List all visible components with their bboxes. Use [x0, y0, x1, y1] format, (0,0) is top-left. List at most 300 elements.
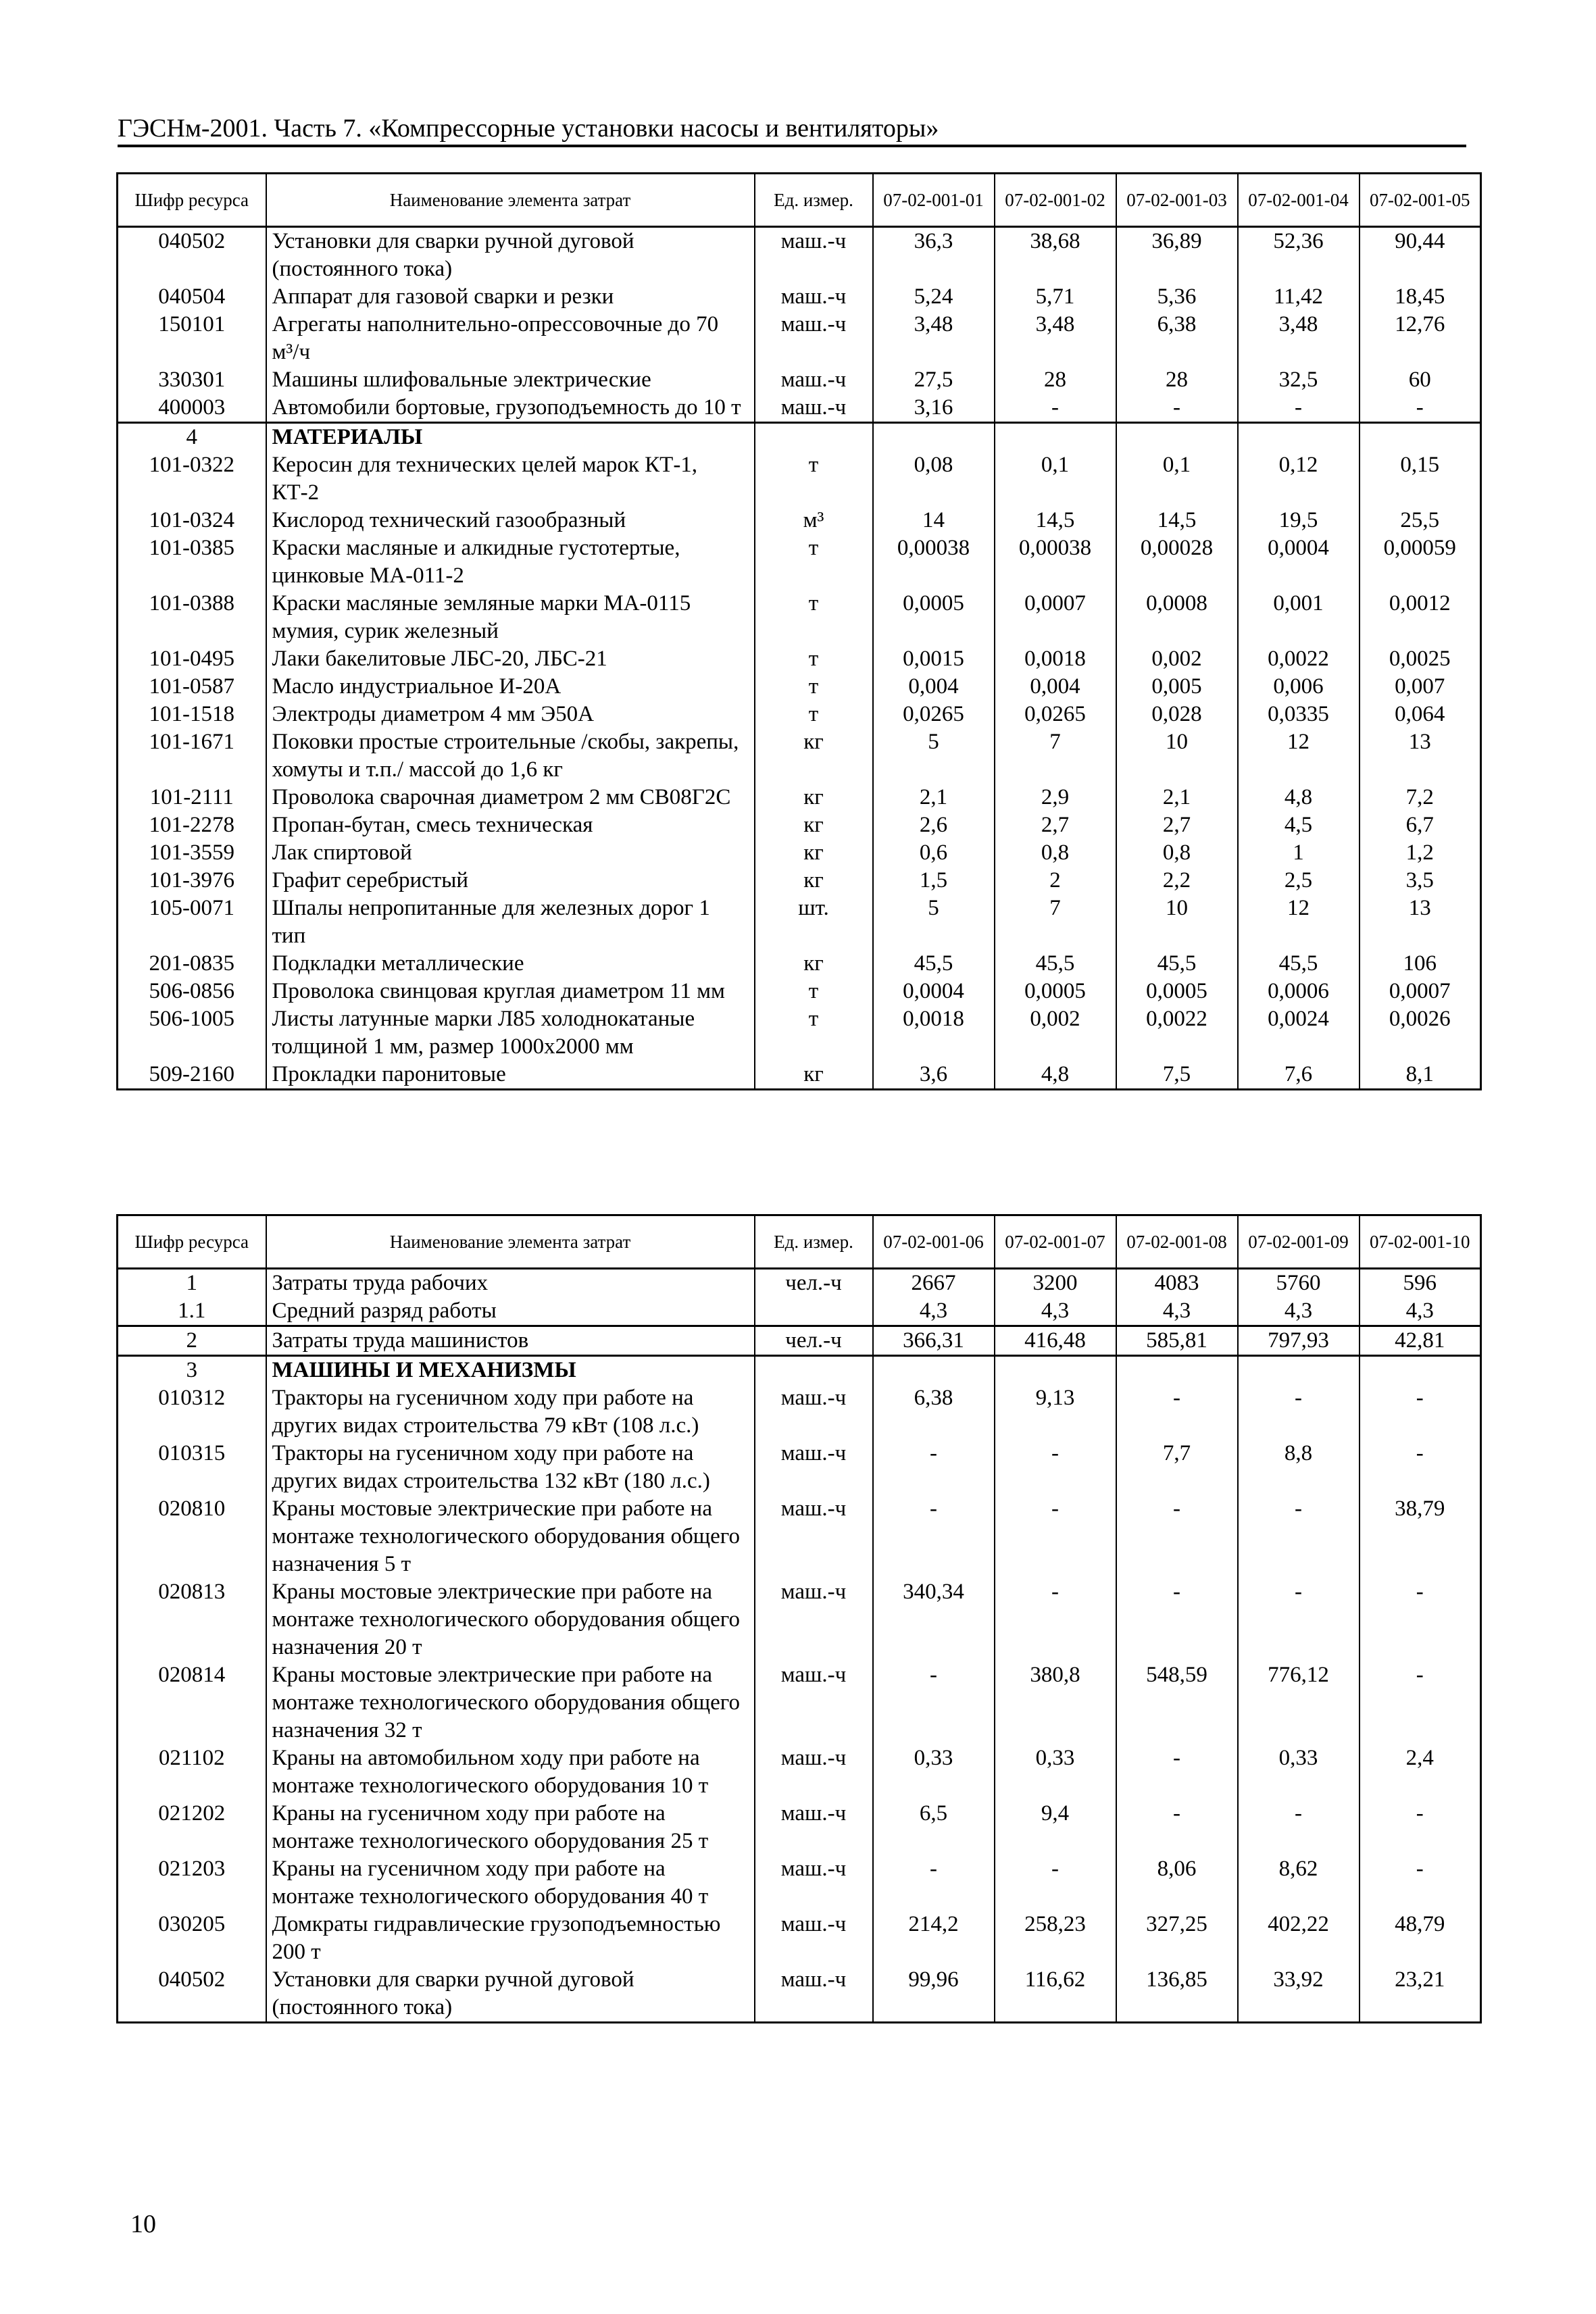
unit-of-measure: маш.-ч [755, 1855, 873, 1911]
value-cell: 5 [873, 728, 995, 784]
value-cell: 2,9 [995, 784, 1116, 811]
resource-code: 021203 [118, 1855, 266, 1911]
table-row [118, 950, 1481, 978]
value-cell: 0,0026 [1360, 1005, 1481, 1061]
value-cell: 13 [1360, 728, 1481, 784]
resource-name: МАТЕРИАЛЫ [266, 423, 755, 452]
value-cell: 0,006 [1238, 673, 1360, 701]
value-cell: 2,7 [1116, 811, 1238, 839]
value-cell: 0,1 [995, 451, 1116, 507]
resource-code: 2 [118, 1326, 266, 1356]
value-cell: 3,48 [1238, 311, 1360, 366]
resource-name: Краски масляные и алкидные густотертые, цинковые МА-011-2 [266, 534, 755, 590]
value-cell: 9,13 [995, 1384, 1116, 1440]
value-cell: 36,3 [873, 227, 995, 284]
value-cell: 116,62 [995, 1966, 1116, 2023]
unit-of-measure: шт. [755, 895, 873, 950]
header-col: 07-02-001-02 [995, 174, 1116, 227]
value-cell: 0,0005 [873, 590, 995, 645]
table-row [118, 1661, 1481, 1744]
unit-of-measure: т [755, 534, 873, 590]
value-cell: 9,4 [995, 1800, 1116, 1855]
value-cell: 4,8 [1238, 784, 1360, 811]
unit-of-measure: маш.-ч [755, 1966, 873, 2023]
value-cell: 0,028 [1116, 701, 1238, 728]
resource-name: Графит серебристый [266, 867, 755, 895]
resource-name: Домкраты гидравлические грузоподъемностью 200 т [266, 1911, 755, 1966]
table-row [118, 978, 1481, 1005]
value-cell: 7,2 [1360, 784, 1481, 811]
value-cell: 380,8 [995, 1661, 1116, 1744]
resource-name: Установки для сварки ручной дуговой (постоянного тока) [266, 227, 755, 284]
unit-of-measure: т [755, 451, 873, 507]
unit-of-measure: маш.-ч [755, 1440, 873, 1495]
value-cell: 45,5 [873, 950, 995, 978]
value-cell: 2,5 [1238, 867, 1360, 895]
resource-code: 1 [118, 1269, 266, 1298]
value-cell: 32,5 [1238, 366, 1360, 394]
section-row [118, 1356, 1481, 1385]
unit-of-measure: маш.-ч [755, 1578, 873, 1661]
value-cell: - [1238, 1495, 1360, 1578]
unit-of-measure: маш.-ч [755, 1661, 873, 1744]
resource-code: 509-2160 [118, 1061, 266, 1090]
unit-of-measure: кг [755, 811, 873, 839]
table-row [118, 1800, 1481, 1855]
resource-code: 101-0324 [118, 507, 266, 534]
value-cell: 2,7 [995, 811, 1116, 839]
resource-code: 101-3976 [118, 867, 266, 895]
value-cell: 13 [1360, 895, 1481, 950]
value-cell: 0,001 [1238, 590, 1360, 645]
header-code: Шифр ресурса [118, 1215, 266, 1269]
value-cell: 3200 [995, 1269, 1116, 1298]
value-cell: 14 [873, 507, 995, 534]
resource-table-1 [116, 172, 1482, 1090]
table-row [118, 1005, 1481, 1061]
resource-name: Установки для сварки ручной дуговой (постоянного тока) [266, 1966, 755, 2023]
value-cell: 0,0265 [995, 701, 1116, 728]
table-row [118, 1440, 1481, 1495]
resource-code: 030205 [118, 1911, 266, 1966]
header-unit: Ед. измер. [755, 1215, 873, 1269]
table-row [118, 1966, 1481, 2023]
value-cell: - [1360, 1578, 1481, 1661]
value-cell: 0,00038 [873, 534, 995, 590]
value-cell: - [1116, 394, 1238, 423]
table-row [118, 366, 1481, 394]
value-cell: 45,5 [995, 950, 1116, 978]
table-row [118, 534, 1481, 590]
value-cell: 4,3 [1116, 1297, 1238, 1326]
resource-name: Лаки бакелитовые ЛБС-20, ЛБС-21 [266, 645, 755, 673]
value-cell: - [1360, 1661, 1481, 1744]
resource-name: Подкладки металлические [266, 950, 755, 978]
table-row [118, 895, 1481, 950]
value-cell: 776,12 [1238, 1661, 1360, 1744]
value-cell [1116, 1356, 1238, 1385]
unit-of-measure: кг [755, 950, 873, 978]
resource-code: 4 [118, 423, 266, 452]
table-header-row [118, 174, 1481, 227]
value-cell: 0,00028 [1116, 534, 1238, 590]
value-cell: 14,5 [995, 507, 1116, 534]
table-row [118, 311, 1481, 366]
table-row [118, 394, 1481, 423]
table-row [118, 1911, 1481, 1966]
unit-of-measure [755, 423, 873, 452]
value-cell: 2667 [873, 1269, 995, 1298]
resource-name: Масло индустриальное И-20А [266, 673, 755, 701]
resource-name: Краски масляные земляные марки МА-0115 мумия, сурик железный [266, 590, 755, 645]
value-cell: 0,0007 [1360, 978, 1481, 1005]
value-cell: 11,42 [1238, 283, 1360, 311]
value-cell: 5760 [1238, 1269, 1360, 1298]
value-cell: 4,5 [1238, 811, 1360, 839]
value-cell: 48,79 [1360, 1911, 1481, 1966]
value-cell: - [1360, 1855, 1481, 1911]
unit-of-measure: маш.-ч [755, 394, 873, 423]
unit-of-measure: маш.-ч [755, 366, 873, 394]
value-cell: 60 [1360, 366, 1481, 394]
resource-code: 040504 [118, 283, 266, 311]
resource-code: 1.1 [118, 1297, 266, 1326]
value-cell: - [1238, 1384, 1360, 1440]
value-cell: - [873, 1495, 995, 1578]
resource-name: Прокладки паронитовые [266, 1061, 755, 1090]
value-cell: 4083 [1116, 1269, 1238, 1298]
value-cell: 25,5 [1360, 507, 1481, 534]
value-cell: - [1238, 1578, 1360, 1661]
value-cell: - [995, 394, 1116, 423]
value-cell [1238, 1356, 1360, 1385]
resource-name: Лак спиртовой [266, 839, 755, 867]
resource-name: Листы латунные марки Л85 холоднокатаные толщиной 1 мм, размер 1000х2000 мм [266, 1005, 755, 1061]
resource-code: 101-0388 [118, 590, 266, 645]
value-cell: 366,31 [873, 1326, 995, 1356]
value-cell: 0,0007 [995, 590, 1116, 645]
value-cell: - [1360, 1440, 1481, 1495]
value-cell: 2,1 [873, 784, 995, 811]
resource-code: 101-0322 [118, 451, 266, 507]
table-row [118, 1855, 1481, 1911]
value-cell: 3,16 [873, 394, 995, 423]
header-unit: Ед. измер. [755, 174, 873, 227]
value-cell: 42,81 [1360, 1326, 1481, 1356]
value-cell: 416,48 [995, 1326, 1116, 1356]
value-cell: - [1116, 1578, 1238, 1661]
value-cell: 0,0024 [1238, 1005, 1360, 1061]
value-cell: 1,2 [1360, 839, 1481, 867]
value-cell: 7,5 [1116, 1061, 1238, 1090]
header-name: Наименование элемента затрат [266, 174, 755, 227]
value-cell: 0,064 [1360, 701, 1481, 728]
unit-of-measure: кг [755, 839, 873, 867]
value-cell: 38,68 [995, 227, 1116, 284]
table-header-row [118, 1215, 1481, 1269]
resource-code: 330301 [118, 366, 266, 394]
value-cell: 52,36 [1238, 227, 1360, 284]
resource-name: Керосин для технических целей марок КТ-1, КТ-2 [266, 451, 755, 507]
page-number: 10 [130, 2210, 156, 2238]
unit-of-measure [755, 1356, 873, 1385]
header-col: 07-02-001-04 [1238, 174, 1360, 227]
value-cell: 0,0004 [1238, 534, 1360, 590]
table-row [118, 1297, 1481, 1326]
resource-code: 101-3559 [118, 839, 266, 867]
value-cell: - [1360, 1384, 1481, 1440]
value-cell: - [1238, 394, 1360, 423]
table-row [118, 1384, 1481, 1440]
value-cell: 7,7 [1116, 1440, 1238, 1495]
value-cell: 0,002 [995, 1005, 1116, 1061]
resource-name: Пропан-бутан, смесь техническая [266, 811, 755, 839]
table-row [118, 645, 1481, 673]
unit-of-measure: маш.-ч [755, 283, 873, 311]
header-col: 07-02-001-07 [995, 1215, 1116, 1269]
unit-of-measure: маш.-ч [755, 1744, 873, 1800]
resource-code: 021102 [118, 1744, 266, 1800]
table-row [118, 728, 1481, 784]
value-cell: - [1116, 1495, 1238, 1578]
value-cell: - [995, 1440, 1116, 1495]
resource-name: Краны мостовые электрические при работе на монтаже технологического оборудования общего назначения 5 т [266, 1495, 755, 1578]
resource-name: Агрегаты наполнительно-опрессовочные до 70 м³/ч [266, 311, 755, 366]
resource-code: 101-2278 [118, 811, 266, 839]
value-cell: 0,0022 [1238, 645, 1360, 673]
value-cell: 0,00059 [1360, 534, 1481, 590]
value-cell: 0,004 [995, 673, 1116, 701]
unit-of-measure: т [755, 673, 873, 701]
value-cell: - [995, 1495, 1116, 1578]
resource-name: Тракторы на гусеничном ходу при работе на других видах строительства 132 кВт (180 л.с.) [266, 1440, 755, 1495]
value-cell: 0,0018 [873, 1005, 995, 1061]
resource-code: 101-2111 [118, 784, 266, 811]
value-cell: 0,0335 [1238, 701, 1360, 728]
value-cell: 0,002 [1116, 645, 1238, 673]
value-cell [995, 1356, 1116, 1385]
resource-code: 101-0587 [118, 673, 266, 701]
value-cell: 2,4 [1360, 1744, 1481, 1800]
resource-name: Краны на гусеничном ходу при работе на монтаже технологического оборудования 25 т [266, 1800, 755, 1855]
resource-code: 105-0071 [118, 895, 266, 950]
table-row [118, 1578, 1481, 1661]
value-cell: 0,004 [873, 673, 995, 701]
resource-code: 021202 [118, 1800, 266, 1855]
header-col: 07-02-001-10 [1360, 1215, 1481, 1269]
value-cell: 106 [1360, 950, 1481, 978]
resource-code: 010312 [118, 1384, 266, 1440]
value-cell: 4,3 [873, 1297, 995, 1326]
table-row [118, 1061, 1481, 1090]
value-cell: 402,22 [1238, 1911, 1360, 1966]
header-col: 07-02-001-05 [1360, 174, 1481, 227]
table-row [118, 507, 1481, 534]
value-cell: 1,5 [873, 867, 995, 895]
section-row [118, 423, 1481, 452]
value-cell: 0,33 [1238, 1744, 1360, 1800]
value-cell: 0,33 [873, 1744, 995, 1800]
table-row [118, 1269, 1481, 1298]
header-col: 07-02-001-06 [873, 1215, 995, 1269]
resource-name: Аппарат для газовой сварки и резки [266, 283, 755, 311]
unit-of-measure: маш.-ч [755, 1384, 873, 1440]
value-cell: - [1116, 1744, 1238, 1800]
value-cell: 27,5 [873, 366, 995, 394]
value-cell: 99,96 [873, 1966, 995, 2023]
value-cell: - [873, 1855, 995, 1911]
value-cell: 0,8 [1116, 839, 1238, 867]
resource-code: 020810 [118, 1495, 266, 1578]
resource-name: Средний разряд работы [266, 1297, 755, 1326]
value-cell: 0,0006 [1238, 978, 1360, 1005]
resource-code: 101-0385 [118, 534, 266, 590]
header-name: Наименование элемента затрат [266, 1215, 755, 1269]
value-cell [1360, 423, 1481, 452]
resource-name: Затраты труда рабочих [266, 1269, 755, 1298]
value-cell [1360, 1356, 1481, 1385]
resource-name: Кислород технический газообразный [266, 507, 755, 534]
value-cell: 0,08 [873, 451, 995, 507]
value-cell: 14,5 [1116, 507, 1238, 534]
table-row [118, 867, 1481, 895]
table-row [118, 283, 1481, 311]
value-cell: 10 [1116, 728, 1238, 784]
value-cell: 28 [995, 366, 1116, 394]
resource-name: Проволока сварочная диаметром 2 мм СВ08Г2С [266, 784, 755, 811]
value-cell: 10 [1116, 895, 1238, 950]
value-cell: 6,5 [873, 1800, 995, 1855]
resource-code: 506-0856 [118, 978, 266, 1005]
value-cell: 1 [1238, 839, 1360, 867]
value-cell: 0,12 [1238, 451, 1360, 507]
unit-of-measure: маш.-ч [755, 1800, 873, 1855]
unit-of-measure: т [755, 645, 873, 673]
resource-name: Затраты труда машинистов [266, 1326, 755, 1356]
unit-of-measure: кг [755, 1061, 873, 1090]
value-cell: 12 [1238, 728, 1360, 784]
value-cell: 8,62 [1238, 1855, 1360, 1911]
value-cell: 8,8 [1238, 1440, 1360, 1495]
resource-name: МАШИНЫ И МЕХАНИЗМЫ [266, 1356, 755, 1385]
value-cell: 548,59 [1116, 1661, 1238, 1744]
resource-code: 040502 [118, 227, 266, 284]
unit-of-measure: маш.-ч [755, 1911, 873, 1966]
value-cell: 3,48 [873, 311, 995, 366]
value-cell: - [1116, 1384, 1238, 1440]
resource-name: Краны на гусеничном ходу при работе на монтаже технологического оборудования 40 т [266, 1855, 755, 1911]
table-row [118, 451, 1481, 507]
value-cell: 0,0005 [1116, 978, 1238, 1005]
value-cell: 340,34 [873, 1578, 995, 1661]
value-cell: 18,45 [1360, 283, 1481, 311]
value-cell [1238, 423, 1360, 452]
value-cell: 45,5 [1116, 950, 1238, 978]
value-cell: 0,0005 [995, 978, 1116, 1005]
resource-code: 020813 [118, 1578, 266, 1661]
table-row [118, 673, 1481, 701]
value-cell: - [995, 1855, 1116, 1911]
value-cell [995, 423, 1116, 452]
resource-name: Краны мостовые электрические при работе на монтаже технологического оборудования общего назначения 20 т [266, 1578, 755, 1661]
value-cell: 0,007 [1360, 673, 1481, 701]
value-cell: 5,71 [995, 283, 1116, 311]
value-cell: 214,2 [873, 1911, 995, 1966]
unit-of-measure: кг [755, 867, 873, 895]
value-cell: 0,1 [1116, 451, 1238, 507]
table-row [118, 590, 1481, 645]
value-cell: 6,7 [1360, 811, 1481, 839]
resource-name: Шпалы непропитанные для железных дорог 1 тип [266, 895, 755, 950]
value-cell: 0,33 [995, 1744, 1116, 1800]
unit-of-measure: маш.-ч [755, 311, 873, 366]
value-cell: - [1360, 1800, 1481, 1855]
header-col: 07-02-001-01 [873, 174, 995, 227]
table-row [118, 1744, 1481, 1800]
header-col: 07-02-001-08 [1116, 1215, 1238, 1269]
value-cell: 327,25 [1116, 1911, 1238, 1966]
resource-name: Электроды диаметром 4 мм Э50А [266, 701, 755, 728]
value-cell: 36,89 [1116, 227, 1238, 284]
value-cell: 136,85 [1116, 1966, 1238, 2023]
resource-name: Проволока свинцовая круглая диаметром 11 мм [266, 978, 755, 1005]
table-row [118, 1495, 1481, 1578]
value-cell: 0,0012 [1360, 590, 1481, 645]
resource-code: 150101 [118, 311, 266, 366]
value-cell: 8,06 [1116, 1855, 1238, 1911]
value-cell: 90,44 [1360, 227, 1481, 284]
table-row [118, 227, 1481, 284]
value-cell: 4,8 [995, 1061, 1116, 1090]
value-cell: 585,81 [1116, 1326, 1238, 1356]
value-cell: 2 [995, 867, 1116, 895]
unit-of-measure: т [755, 701, 873, 728]
resource-code: 3 [118, 1356, 266, 1385]
value-cell: 0,005 [1116, 673, 1238, 701]
value-cell: 0,00038 [995, 534, 1116, 590]
unit-of-measure: маш.-ч [755, 1495, 873, 1578]
value-cell: 0,0018 [995, 645, 1116, 673]
value-cell: 23,21 [1360, 1966, 1481, 2023]
resource-code: 101-1671 [118, 728, 266, 784]
unit-of-measure: т [755, 1005, 873, 1061]
resource-code: 040502 [118, 1966, 266, 2023]
value-cell: 797,93 [1238, 1326, 1360, 1356]
unit-of-measure: чел.-ч [755, 1269, 873, 1298]
unit-of-measure: маш.-ч [755, 227, 873, 284]
resource-name: Машины шлифовальные электрические [266, 366, 755, 394]
table-row [118, 1326, 1481, 1356]
resource-code: 101-0495 [118, 645, 266, 673]
resource-name: Поковки простые строительные /скобы, закрепы, хомуты и т.п./ массой до 1,6 кг [266, 728, 755, 784]
value-cell: - [873, 1661, 995, 1744]
value-cell: 0,15 [1360, 451, 1481, 507]
resource-code: 506-1005 [118, 1005, 266, 1061]
value-cell: 19,5 [1238, 507, 1360, 534]
unit-of-measure [755, 1297, 873, 1326]
value-cell: 2,2 [1116, 867, 1238, 895]
value-cell: - [1116, 1800, 1238, 1855]
value-cell: - [995, 1578, 1116, 1661]
value-cell: - [1360, 394, 1481, 423]
value-cell [1116, 423, 1238, 452]
unit-of-measure: кг [755, 728, 873, 784]
value-cell: 4,3 [1238, 1297, 1360, 1326]
value-cell: 0,0008 [1116, 590, 1238, 645]
value-cell: 28 [1116, 366, 1238, 394]
value-cell: 6,38 [1116, 311, 1238, 366]
table-row [118, 811, 1481, 839]
